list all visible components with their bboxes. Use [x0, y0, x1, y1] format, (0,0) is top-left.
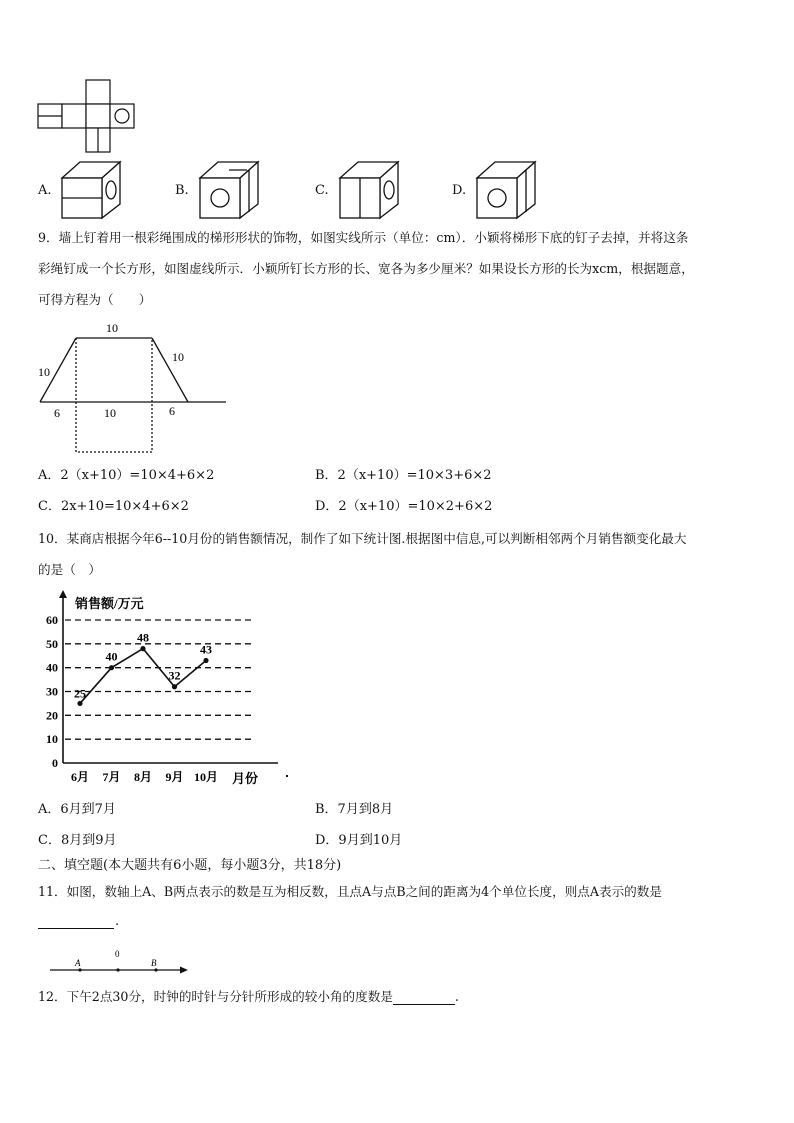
- y-tick-label-0: 0: [52, 756, 58, 770]
- data-label-7月: 40: [105, 649, 118, 664]
- q9-option-d[interactable]: D．2（x+10）=10×2+6×2: [315, 499, 493, 514]
- q10-stem-line2: 的是（ ）: [38, 562, 101, 577]
- data-label-9月: 32: [168, 668, 181, 683]
- y-axis-arrow: [59, 590, 67, 598]
- point-a-label: A: [75, 958, 81, 968]
- data-label-10月: 43: [200, 642, 212, 657]
- trap-right-label: 10: [172, 350, 184, 364]
- q12-text: 12．下午2点30分，时钟的时针与分针所形成的较小角的度数是: [38, 989, 393, 1004]
- q8-option-c-cube[interactable]: [338, 160, 400, 220]
- y-tick-label-50: 50: [46, 636, 58, 651]
- y-tick-label-40: 40: [46, 660, 58, 675]
- data-label-6月: 25: [74, 686, 86, 701]
- q10-option-d[interactable]: D．9月到10月: [315, 833, 403, 848]
- trap-top-label: 10: [106, 321, 118, 335]
- q8-option-a-label[interactable]: A.: [38, 183, 52, 198]
- x-axis-title: 月份: [232, 771, 259, 786]
- stray-dot: [286, 775, 288, 777]
- q9-stem-line1: 9．墙上钉着用一根彩绳围成的梯形形状的饰物，如图实线所示（单位：cm）．小颖将梯形下底的钉子去掉，并将这条: [38, 230, 689, 245]
- number-line-figure: [50, 946, 190, 976]
- q8-option-b-label[interactable]: B.: [175, 183, 189, 198]
- q11-end-period: .: [115, 914, 120, 929]
- x-tick-label-1: 7月: [102, 770, 121, 784]
- q10-option-b[interactable]: B．7月到8月: [315, 802, 394, 817]
- q12-answer-blank[interactable]: [393, 990, 455, 1005]
- q9-option-b[interactable]: B．2（x+10）=10×3+6×2: [315, 468, 492, 483]
- point-b-label: B: [151, 958, 157, 968]
- data-point-8月: [140, 646, 145, 651]
- y-axis-title: 销售额/万元: [75, 596, 144, 611]
- trap-bottom-left-label: 6: [54, 406, 60, 420]
- q9-stem-line3: 可得方程为（ ）: [38, 292, 152, 307]
- trap-bottom-mid-label: 10: [104, 406, 116, 420]
- x-tick-label-0: 6月: [70, 770, 90, 784]
- sales-line-chart: [30, 588, 300, 788]
- q8-option-a-cube[interactable]: [60, 160, 122, 220]
- q8-option-d-cube[interactable]: [475, 160, 537, 220]
- y-tick-label-10: 10: [46, 732, 58, 747]
- trapezoid-figure: [36, 318, 236, 456]
- q11-stem: 11．如图，数轴上A、B两点表示的数是互为相反数，且点A与点B之间的距离为4个单位长度，则点A表示的数是: [38, 884, 662, 899]
- data-point-9月: [172, 684, 177, 689]
- q8-option-c-label[interactable]: C.: [315, 183, 329, 198]
- data-label-8月: 48: [137, 630, 149, 645]
- origin-label: 0: [115, 949, 120, 959]
- q11-answer-line[interactable]: [38, 912, 114, 929]
- q10-option-c[interactable]: C．8月到9月: [38, 833, 117, 848]
- q12-end-period: .: [454, 989, 459, 1004]
- x-tick-label-3: 9月: [165, 770, 184, 784]
- y-tick-label-20: 20: [46, 708, 58, 723]
- q10-stem-line1: 10．某商店根据今年6--10月份的销售额情况，制作了如下统计图.根据图中信息,可以判断相邻两个月销售额变化最大: [38, 531, 687, 546]
- section2-heading: 二、填空题(本大题共有6小题，每小题3分，共18分): [38, 858, 342, 873]
- y-tick-label-60: 60: [46, 613, 58, 627]
- y-tick-label-30: 30: [46, 684, 58, 699]
- data-point-10月: [203, 658, 208, 663]
- q12-stem: [38, 989, 459, 1005]
- x-tick-label-4: 10月: [193, 770, 219, 784]
- q10-option-a[interactable]: A．6月到7月: [38, 802, 116, 817]
- q9-stem-line2: 彩绳钉成一个长方形，如图虚线所示．小颖所钉长方形的长、宽各为多少厘米？如果设长方形的长为xcm，根据题意，: [38, 261, 694, 276]
- data-point-7月: [109, 665, 114, 670]
- q9-option-c[interactable]: C．2x+10=10×4+6×2: [38, 499, 189, 514]
- sales-series-line: [80, 649, 206, 704]
- trap-bottom-right-label: 6: [169, 404, 175, 418]
- q9-option-a[interactable]: A．2（x+10）=10×4+6×2: [38, 468, 215, 483]
- q8-option-b-cube[interactable]: [198, 160, 260, 220]
- cube-net-figure: [38, 80, 138, 152]
- data-point-6月: [77, 701, 82, 706]
- q8-option-d-label[interactable]: D.: [452, 183, 467, 198]
- trap-left-label: 10: [38, 365, 50, 379]
- x-tick-label-2: 8月: [133, 770, 153, 784]
